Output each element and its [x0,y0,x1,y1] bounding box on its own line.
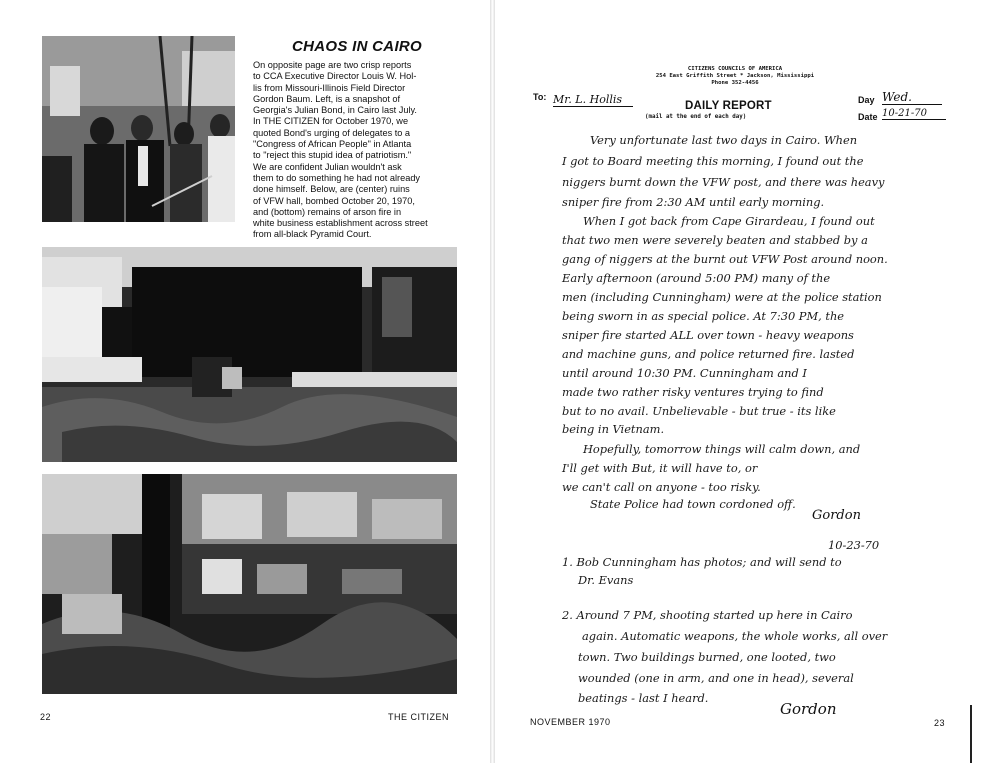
report-line: niggers burnt down the VFW post, and there was heavy [562,175,885,189]
julian-bond-snapshot-photo [42,36,235,222]
caption-line: to "reject this stupid idea of patriotism." [253,150,412,161]
report-line: Early afternoon (around 5:00 PM) many of the [562,271,831,285]
caption-line: quoted Bond's urging of delegates to a [253,127,411,138]
signature-2: Gordon [780,700,837,718]
caption-line: them to do something he had not already [253,172,421,183]
to-value: Mr. L. Hollis [553,93,633,107]
report-line: I got to Board meeting this morning, I found out the [562,154,864,168]
caption-line: In THE CITIZEN for October 1970, we [253,116,409,127]
report-line: When I got back from Cape Girardeau, I found out [583,214,875,228]
caption-line: "Congress of African People" in Atlanta [253,139,412,150]
caption-line: lis from Missouri-Illinois Field Director [253,82,406,93]
signature: Gordon [812,508,861,523]
right-page-number: 23 [934,718,946,728]
letterhead-address: 254 East Griffith Street * Jackson, Mississippi [655,73,815,79]
note-2-line: town. Two buildings burned, one looted, two [578,650,836,664]
left-page-number: 22 [40,712,52,722]
note-2-line: beatings - last I heard. [578,691,709,705]
report-line: and machine guns, and police returned fire. lasted [562,347,855,361]
left-page [0,0,490,763]
report-line: we can't call on anyone - too risky. [562,480,761,494]
article-caption [253,60,468,241]
report-note: (mail at the end of each day) [645,114,747,120]
caption-line: from all-black Pyramid Court. [253,229,372,240]
to-label: To: [533,92,547,102]
scan-edge-mark [970,705,972,763]
article-headline: CHAOS IN CAIRO [291,38,423,55]
caption-line: to CCA Executive Director Louis W. Hol- [253,71,417,82]
report-line: made two rather risky ventures trying to find [562,385,824,399]
note-2-line: again. Automatic weapons, the whole works, all over [582,629,888,643]
note-2-line: 2. Around 7 PM, shooting started up here in Cairo [562,608,853,622]
caption-line: Georgia's Julian Bond, in Cairo last July. [253,105,417,116]
caption-line: done himself. Below, are (center) ruins [253,184,410,195]
report-line: being in Vietnam. [562,422,665,436]
report-line: Hopefully, tomorrow things will calm down, and [583,442,861,456]
caption-line: of VFW hall, bombed October 20, 1970, [253,195,415,206]
vfw-hall-ruins-photo [42,247,457,462]
arson-fire-remains-photo [42,474,457,694]
letterhead-org: CITIZENS COUNCILS OF AMERICA [687,66,783,72]
date-value: 10-21-70 [882,108,946,120]
left-footer-title: THE CITIZEN [388,712,449,722]
followup-date: 10-23-70 [828,538,880,552]
report-line: I'll get with But, it will have to, or [562,461,758,475]
letterhead-phone: Phone 352-4456 [711,80,759,86]
right-footer-date: NOVEMBER 1970 [530,717,611,727]
report-title: DAILY REPORT [685,100,772,112]
report-line: being sworn in as special police. At 7:30 PM, the [562,309,845,323]
report-line: men (including Cunningham) were at the police station [562,290,882,304]
caption-line: We are confident Julian wouldn't ask [253,161,402,172]
note-2-line: wounded (one in arm, and one in head), several [578,671,854,685]
caption-line: On opposite page are two crisp reports [253,60,412,70]
caption-line: white business establishment across street [253,218,428,229]
report-line: until around 10:30 PM. Cunningham and I [562,366,807,380]
report-line: that two men were severely beaten and stabbed by a [562,233,868,247]
note-1-line: 1. Bob Cunningham has photos; and will send to [562,555,842,569]
caption-line: and (bottom) remains of arson fire in [253,206,402,217]
note-1-line: Dr. Evans [578,573,634,587]
day-label: Day [858,95,875,105]
report-line: but to no avail. Unbelievable - but true - its like [562,404,836,418]
report-line: Very unfortunate last two days in Cairo. When [590,133,858,147]
report-line: State Police had town cordoned off. [590,497,796,511]
date-label: Date [858,112,878,122]
report-line: sniper fire from 2:30 AM until early morning. [562,195,825,209]
day-value: Wed. [882,90,942,105]
report-line: sniper fire started ALL over town - heavy weapons [562,328,854,342]
report-line: gang of niggers at the burnt out VFW Post around noon. [562,252,888,266]
caption-line: Gordon Baum. Left, is a snapshot of [253,93,401,104]
